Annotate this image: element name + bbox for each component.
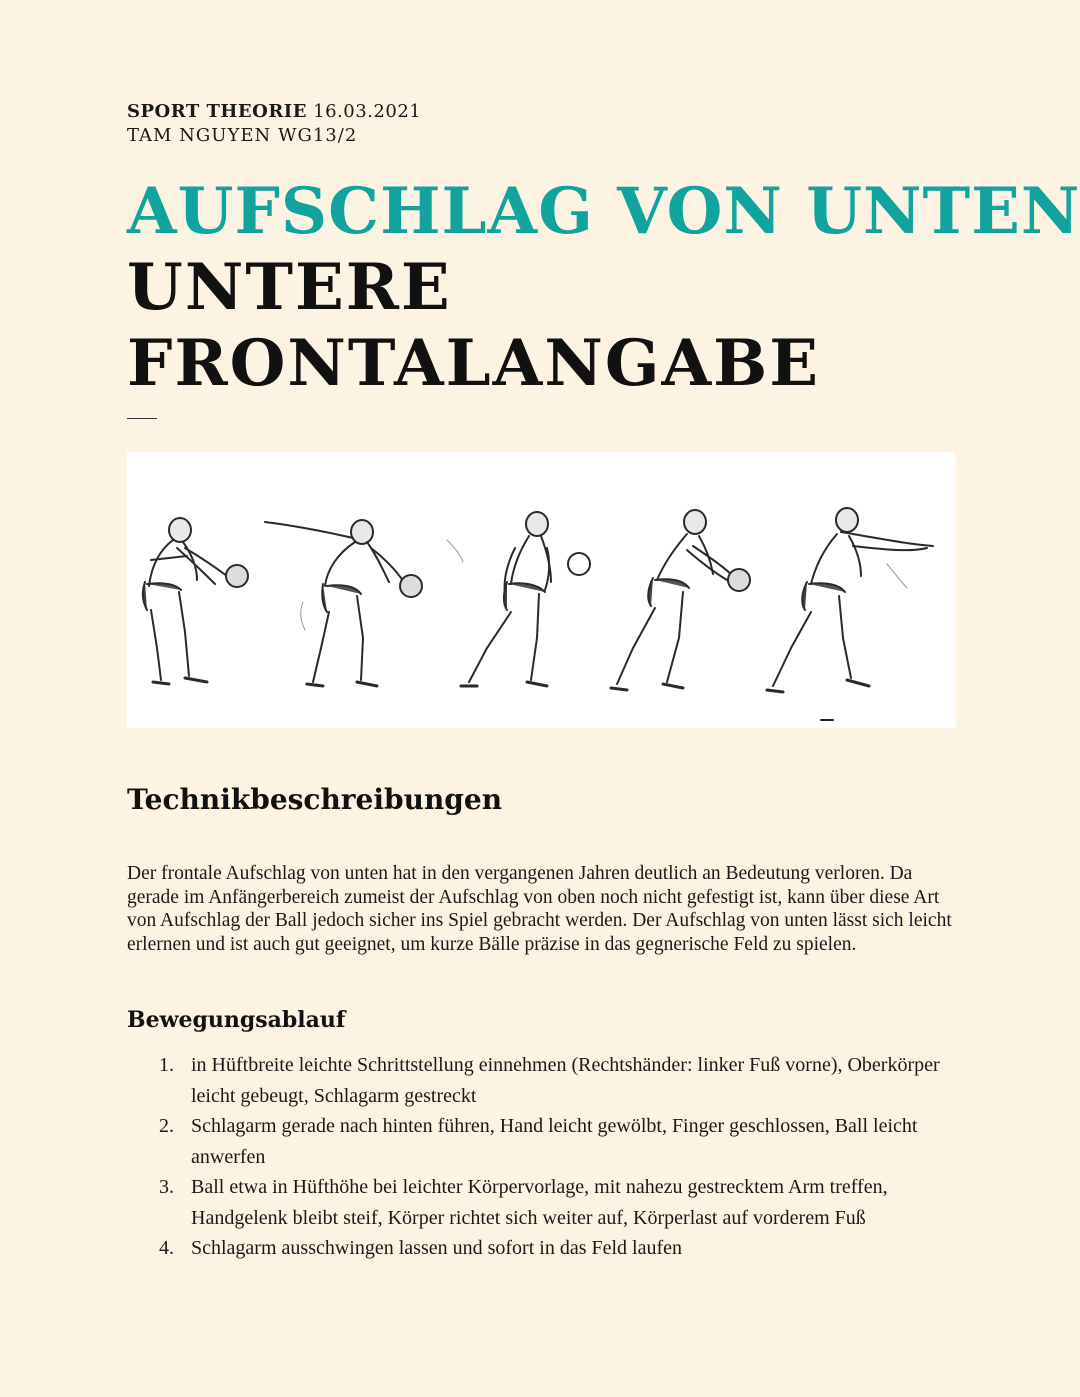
list-item-number: 4. (159, 1237, 174, 1259)
section-heading: Technikbeschreibungen (127, 783, 503, 816)
list-item-text: Schlagarm gerade nach hinten führen, Hand leicht gewölbt, Finger geschlossen, Ball leicht anwerfen (191, 1115, 918, 1168)
list-item (127, 1233, 957, 1264)
header-date: 16.03.2021 (313, 101, 422, 122)
list-item-number: 3. (159, 1176, 174, 1198)
movement-steps-list (127, 1050, 957, 1264)
list-item (127, 1111, 957, 1172)
list-item-text: in Hüftbreite leichte Schrittstellung einnehmen (Rechtshänder: linker Fuß vorne), Oberkörper leicht gebeugt, Schlagarm gestreckt (191, 1054, 940, 1107)
document-page (127, 100, 1080, 1259)
list-item (127, 1050, 957, 1111)
title-line-1: UNTERE (127, 250, 452, 325)
header-subject: SPORT THEORIE (127, 101, 307, 122)
title-divider (127, 418, 157, 419)
title-accent: AUFSCHLAG VON UNTEN (127, 174, 1080, 249)
header-subject-line (127, 100, 957, 124)
list-item (127, 1172, 957, 1233)
movement-heading: Bewegungsablauf (127, 1007, 346, 1033)
title-line-2: FRONTALANGABE (127, 326, 820, 401)
header-author: TAM NGUYEN WG13/2 (127, 125, 358, 146)
section-paragraph: Der frontale Aufschlag von unten hat in den vergangenen Jahren deutlich an Bedeutung verloren. Da gerade im Anfängerbereich zumeist der Aufschlag von oben noch nicht gefestigt ist, kann über diese Art von Aufschlag der Ball jedoch sicher ins Spiel gebracht werden. Der Aufschlag von unten lässt sich leicht erlernen und ist auch gut geeignet, um kurze Bälle präzise in das gegnerische Feld zu spielen. (127, 863, 952, 955)
list-item-number: 2. (159, 1115, 174, 1137)
list-item-text: Schlagarm ausschwingen lassen und sofort in das Feld laufen (191, 1237, 683, 1259)
list-item-number: 1. (159, 1054, 174, 1076)
serve-sequence-illustration (127, 452, 955, 728)
list-item-text: Ball etwa in Hüfthöhe bei leichter Körpervorlage, mit nahezu gestrecktem Arm treffen, Handgelenk bleibt steif, Körper richtet sich weiter auf, Körperlast auf vorderem Fuß (191, 1176, 888, 1229)
